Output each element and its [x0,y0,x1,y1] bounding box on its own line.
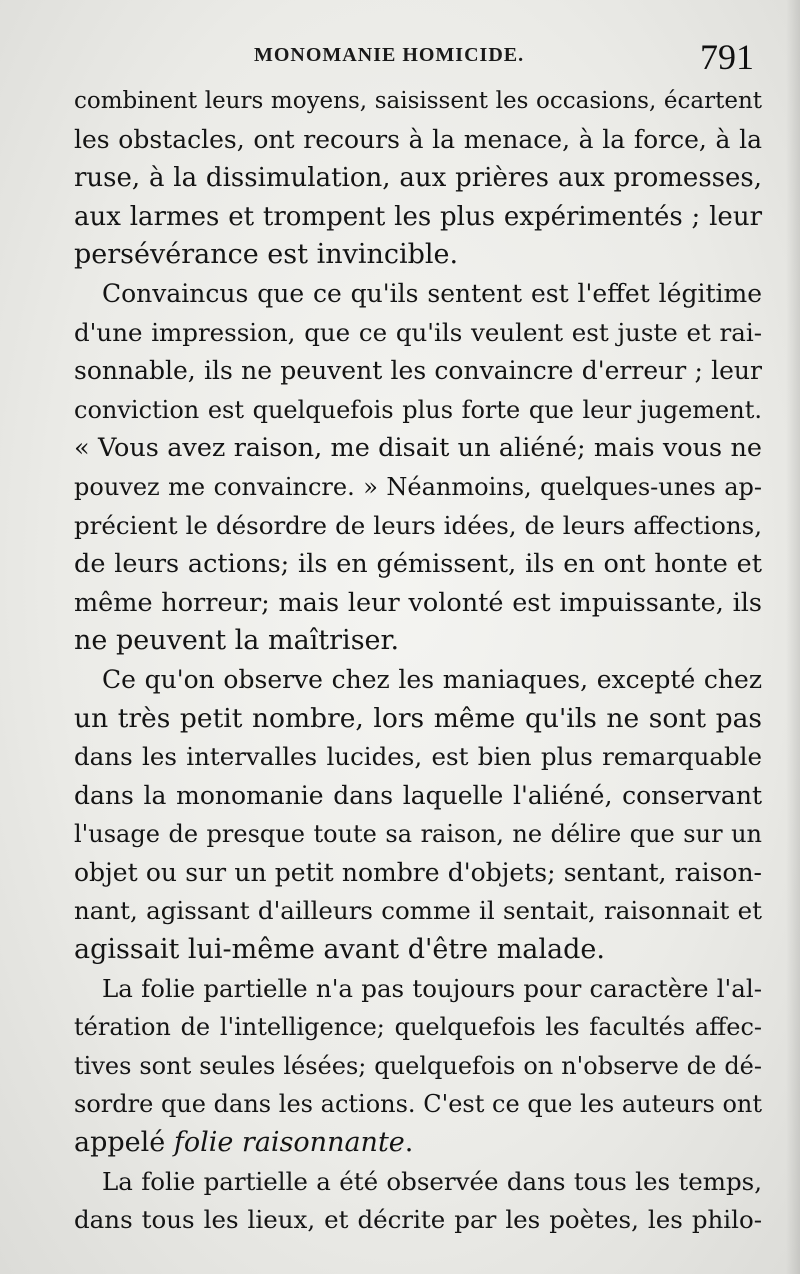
text-line: les obstacles, ont recours à la menace, à la force, à la [74,124,762,154]
paragraph [74,1163,762,1240]
text-line: nant, agissant d'ailleurs comme il sentait, raisonnait et [74,896,762,926]
text-line: pouvez me convaincre. » Néanmoins, quelques-unes ap- [74,472,762,501]
paragraph [74,661,762,970]
text-line: combinent leurs moyens, saisissent les occasions, écartent [74,88,762,114]
text-line: Convaincus que ce qu'ils sentent est l'effet légitime [102,278,762,308]
text-line: La folie partielle a été observée dans tous les temps, [102,1166,762,1196]
italic-term: folie raisonnante [173,1127,405,1159]
text-line: Ce qu'on observe chez les maniaques, excepté chez [102,664,762,694]
text-line: persévérance est invincible. [74,239,459,271]
text-line: dans les intervalles lucides, est bien plus remarquable [74,742,762,772]
running-head-title: MONOMANIE HOMICIDE. [254,44,525,66]
text-line: l'usage de presque toute sa raison, ne délire que sur un [74,820,762,849]
paragraph [74,275,762,661]
text-line: d'une impression, que ce qu'ils veulent est juste et rai- [74,317,762,347]
text-line: conviction est quelquefois plus forte que leur jugement. [74,395,762,424]
text-line: sordre que dans les actions. C'est ce que les auteurs ont [74,1090,762,1119]
text-line: tives sont seules lésées; quelquefois on n'observe de dé- [74,1051,762,1080]
text-line: ruse, à la dissimulation, aux prières aux promesses, [74,163,762,194]
paragraph [74,82,762,275]
text-line: agissait lui-même avant d'être malade. [74,934,605,966]
paragraph [74,970,762,1163]
text-line [74,1124,762,1163]
text-line: aux larmes et trompent les plus expérimentés ; leur [74,201,762,232]
text-line: dans la monomanie dans laquelle l'aliéné, conservant [74,780,762,810]
text-line: dans tous les lieux, et décrite par les poètes, les philo- [74,1205,762,1235]
running-head [0,36,800,76]
page-edge-shadow [786,0,800,1274]
text-span: appelé [74,1127,174,1159]
text-line: de leurs actions; ils en gémissent, ils en ont honte et [74,549,762,580]
text-line: un très petit nombre, lors même qu'ils ne sont pas [74,702,762,734]
body-text [74,82,762,1240]
text-line: ne peuvent la maîtriser. [74,625,400,657]
text-line: même horreur; mais leur volonté est impuissante, ils [74,587,762,618]
page-number: 791 [700,37,754,77]
text-line: sonnable, ils ne peuvent les convaincre d'erreur ; leur [74,356,762,386]
text-line: « Vous avez raison, me disait un aliéné; mais vous ne [74,433,762,464]
text-line: objet ou sur un petit nombre d'objets; sentant, raison- [74,857,762,887]
text-span: . [404,1127,414,1159]
text-line: précient le désordre de leurs idées, de leurs affections, [74,510,762,540]
text-line: tération de l'intelligence; quelquefois les facultés affec- [74,1013,762,1042]
text-line: La folie partielle n'a pas toujours pour caractère l'al- [102,973,762,1003]
